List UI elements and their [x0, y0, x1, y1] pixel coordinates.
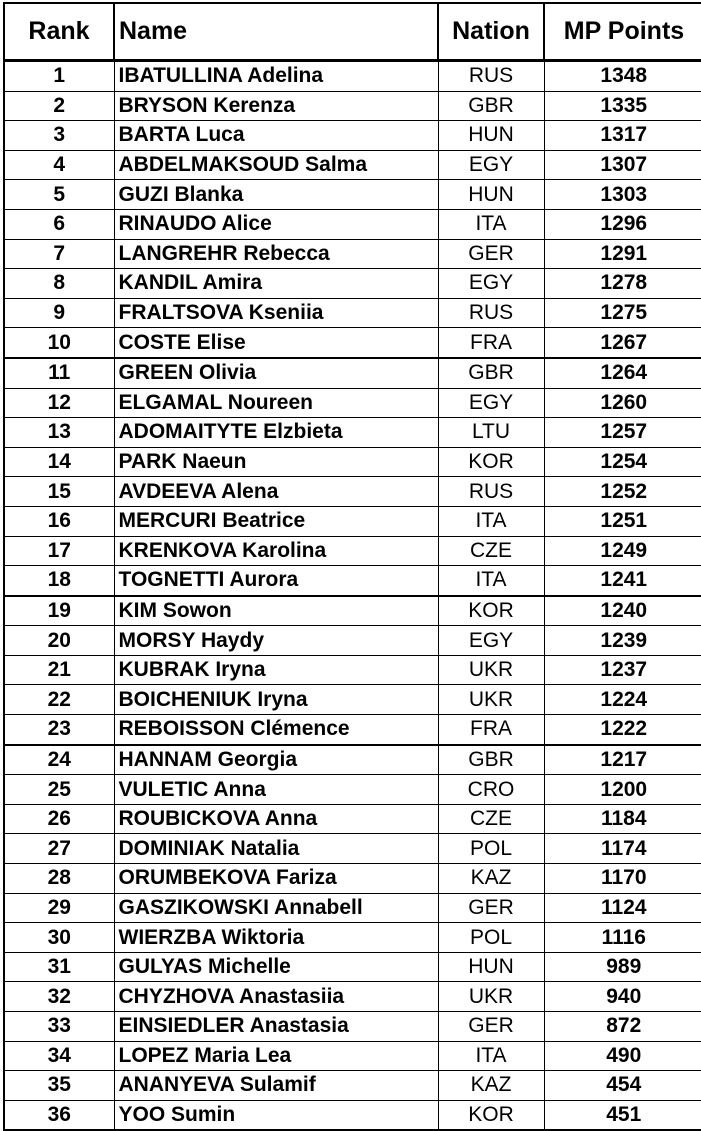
nation-cell: CZE: [438, 804, 544, 834]
nation-cell: UKR: [438, 655, 544, 685]
name-cell: FRALTSOVA Kseniia: [114, 298, 438, 328]
table-row: [4, 358, 701, 388]
nation-cell: GER: [438, 1012, 544, 1042]
name-cell: BRYSON Kerenza: [114, 91, 438, 121]
table-row: [4, 775, 701, 805]
table-row: [4, 180, 701, 210]
rank-cell: 14: [4, 447, 114, 477]
points-cell: 1241: [544, 566, 701, 596]
header-row: [4, 3, 701, 61]
name-cell: ROUBICKOVA Anna: [114, 804, 438, 834]
nation-cell: KOR: [438, 447, 544, 477]
rank-cell: 28: [4, 864, 114, 894]
table-row: [4, 91, 701, 121]
rank-cell: 30: [4, 923, 114, 953]
points-cell: 1251: [544, 506, 701, 536]
rank-cell: 10: [4, 328, 114, 358]
nation-cell: GBR: [438, 745, 544, 775]
name-cell: GUZI Blanka: [114, 180, 438, 210]
rank-cell: 19: [4, 596, 114, 626]
table-row: [4, 982, 701, 1012]
points-cell: 1217: [544, 745, 701, 775]
table-row: [4, 923, 701, 953]
name-cell: YOO Sumin: [114, 1100, 438, 1130]
nation-cell: HUN: [438, 121, 544, 151]
table-row: [4, 596, 701, 626]
rank-cell: 11: [4, 358, 114, 388]
name-cell: MERCURI Beatrice: [114, 506, 438, 536]
nation-cell: HUN: [438, 180, 544, 210]
name-cell: REBOISSON Clémence: [114, 715, 438, 745]
points-header: MP Points: [544, 3, 701, 61]
points-cell: 1303: [544, 180, 701, 210]
rank-cell: 36: [4, 1100, 114, 1130]
name-cell: GASZIKOWSKI Annabell: [114, 893, 438, 923]
nation-cell: FRA: [438, 328, 544, 358]
nation-cell: KAZ: [438, 1071, 544, 1101]
name-cell: KIM Sowon: [114, 596, 438, 626]
table-row: [4, 239, 701, 269]
nation-cell: ITA: [438, 566, 544, 596]
name-cell: ORUMBEKOVA Fariza: [114, 864, 438, 894]
nation-cell: LTU: [438, 418, 544, 448]
table-row: [4, 1012, 701, 1042]
name-cell: DOMINIAK Natalia: [114, 834, 438, 864]
table-row: [4, 804, 701, 834]
points-cell: 1307: [544, 150, 701, 180]
table-row: [4, 328, 701, 358]
table-row: [4, 1100, 701, 1130]
table-row: [4, 1041, 701, 1071]
rank-cell: 7: [4, 239, 114, 269]
name-cell: LOPEZ Maria Lea: [114, 1041, 438, 1071]
table-body: [4, 61, 701, 1131]
table-row: [4, 418, 701, 448]
nation-cell: EGY: [438, 626, 544, 656]
points-cell: 1275: [544, 298, 701, 328]
table-row: [4, 893, 701, 923]
rank-cell: 3: [4, 121, 114, 151]
points-cell: 1317: [544, 121, 701, 151]
rank-cell: 32: [4, 982, 114, 1012]
rank-cell: 31: [4, 952, 114, 982]
points-cell: 1200: [544, 775, 701, 805]
points-cell: 1239: [544, 626, 701, 656]
nation-cell: GER: [438, 239, 544, 269]
rank-cell: 2: [4, 91, 114, 121]
name-cell: ELGAMAL Noureen: [114, 388, 438, 418]
nation-cell: POL: [438, 923, 544, 953]
name-cell: HANNAM Georgia: [114, 745, 438, 775]
table-row: [4, 715, 701, 745]
table-row: [4, 447, 701, 477]
rank-cell: 26: [4, 804, 114, 834]
nation-cell: HUN: [438, 952, 544, 982]
name-cell: IBATULLINA Adelina: [114, 61, 438, 92]
name-cell: WIERZBA Wiktoria: [114, 923, 438, 953]
rank-cell: 34: [4, 1041, 114, 1071]
nation-header: Nation: [438, 3, 544, 61]
name-cell: ABDELMAKSOUD Salma: [114, 150, 438, 180]
points-cell: 1222: [544, 715, 701, 745]
name-cell: BARTA Luca: [114, 121, 438, 151]
points-cell: 989: [544, 952, 701, 982]
table-row: [4, 834, 701, 864]
rank-cell: 12: [4, 388, 114, 418]
points-cell: 1174: [544, 834, 701, 864]
table-row: [4, 388, 701, 418]
points-cell: 1237: [544, 655, 701, 685]
points-cell: 1240: [544, 596, 701, 626]
nation-cell: EGY: [438, 150, 544, 180]
table-row: [4, 745, 701, 775]
points-cell: 1124: [544, 893, 701, 923]
nation-cell: FRA: [438, 715, 544, 745]
nation-cell: ITA: [438, 506, 544, 536]
rank-cell: 21: [4, 655, 114, 685]
nation-cell: RUS: [438, 61, 544, 92]
name-cell: EINSIEDLER Anastasia: [114, 1012, 438, 1042]
name-cell: TOGNETTI Aurora: [114, 566, 438, 596]
rank-cell: 15: [4, 477, 114, 507]
name-cell: KANDIL Amira: [114, 269, 438, 299]
nation-cell: CRO: [438, 775, 544, 805]
rank-cell: 13: [4, 418, 114, 448]
name-cell: RINAUDO Alice: [114, 209, 438, 239]
rank-cell: 20: [4, 626, 114, 656]
nation-cell: GBR: [438, 358, 544, 388]
table-row: [4, 506, 701, 536]
rank-cell: 24: [4, 745, 114, 775]
nation-cell: KOR: [438, 596, 544, 626]
name-cell: BOICHENIUK Iryna: [114, 685, 438, 715]
points-cell: 872: [544, 1012, 701, 1042]
name-cell: LANGREHR Rebecca: [114, 239, 438, 269]
points-cell: 940: [544, 982, 701, 1012]
table-row: [4, 685, 701, 715]
points-cell: 1252: [544, 477, 701, 507]
rank-cell: 17: [4, 536, 114, 566]
nation-cell: ITA: [438, 209, 544, 239]
points-cell: 1224: [544, 685, 701, 715]
rank-cell: 25: [4, 775, 114, 805]
points-cell: 1260: [544, 388, 701, 418]
points-cell: 1257: [544, 418, 701, 448]
name-cell: CHYZHOVA Anastasiia: [114, 982, 438, 1012]
nation-cell: RUS: [438, 298, 544, 328]
table-row: [4, 269, 701, 299]
points-cell: 1335: [544, 91, 701, 121]
points-cell: 1278: [544, 269, 701, 299]
rank-header: Rank: [4, 3, 114, 61]
table-row: [4, 477, 701, 507]
name-cell: MORSY Haydy: [114, 626, 438, 656]
name-cell: KUBRAK Iryna: [114, 655, 438, 685]
name-cell: GULYAS Michelle: [114, 952, 438, 982]
nation-cell: EGY: [438, 388, 544, 418]
rank-cell: 4: [4, 150, 114, 180]
nation-cell: GER: [438, 893, 544, 923]
nation-cell: CZE: [438, 536, 544, 566]
table-row: [4, 61, 701, 92]
table-row: [4, 536, 701, 566]
rank-cell: 5: [4, 180, 114, 210]
points-cell: 1348: [544, 61, 701, 92]
rank-cell: 16: [4, 506, 114, 536]
points-cell: 1116: [544, 923, 701, 953]
table-row: [4, 864, 701, 894]
name-cell: PARK Naeun: [114, 447, 438, 477]
points-cell: 1184: [544, 804, 701, 834]
points-cell: 1267: [544, 328, 701, 358]
rank-cell: 35: [4, 1071, 114, 1101]
nation-cell: POL: [438, 834, 544, 864]
nation-cell: KAZ: [438, 864, 544, 894]
table-row: [4, 1071, 701, 1101]
table-row: [4, 209, 701, 239]
points-cell: 490: [544, 1041, 701, 1071]
name-cell: ADOMAITYTE Elzbieta: [114, 418, 438, 448]
rank-cell: 29: [4, 893, 114, 923]
points-cell: 1254: [544, 447, 701, 477]
name-cell: GREEN Olivia: [114, 358, 438, 388]
table-row: [4, 150, 701, 180]
rank-cell: 33: [4, 1012, 114, 1042]
nation-cell: GBR: [438, 91, 544, 121]
nation-cell: EGY: [438, 269, 544, 299]
table-row: [4, 298, 701, 328]
table-row: [4, 655, 701, 685]
rank-cell: 9: [4, 298, 114, 328]
nation-cell: UKR: [438, 982, 544, 1012]
rank-cell: 6: [4, 209, 114, 239]
points-cell: 454: [544, 1071, 701, 1101]
rank-cell: 27: [4, 834, 114, 864]
ranking-table: [3, 2, 701, 1131]
points-cell: 451: [544, 1100, 701, 1130]
table-row: [4, 121, 701, 151]
name-cell: COSTE Elise: [114, 328, 438, 358]
nation-cell: ITA: [438, 1041, 544, 1071]
rank-cell: 18: [4, 566, 114, 596]
nation-cell: UKR: [438, 685, 544, 715]
nation-cell: KOR: [438, 1100, 544, 1130]
table-row: [4, 626, 701, 656]
table-row: [4, 566, 701, 596]
points-cell: 1170: [544, 864, 701, 894]
points-cell: 1291: [544, 239, 701, 269]
name-cell: VULETIC Anna: [114, 775, 438, 805]
name-cell: ANANYEVA Sulamif: [114, 1071, 438, 1101]
points-cell: 1264: [544, 358, 701, 388]
table-row: [4, 952, 701, 982]
rank-cell: 8: [4, 269, 114, 299]
rank-cell: 23: [4, 715, 114, 745]
name-cell: KRENKOVA Karolina: [114, 536, 438, 566]
rank-cell: 1: [4, 61, 114, 92]
name-header: Name: [114, 3, 438, 61]
name-cell: AVDEEVA Alena: [114, 477, 438, 507]
nation-cell: RUS: [438, 477, 544, 507]
points-cell: 1296: [544, 209, 701, 239]
points-cell: 1249: [544, 536, 701, 566]
rank-cell: 22: [4, 685, 114, 715]
